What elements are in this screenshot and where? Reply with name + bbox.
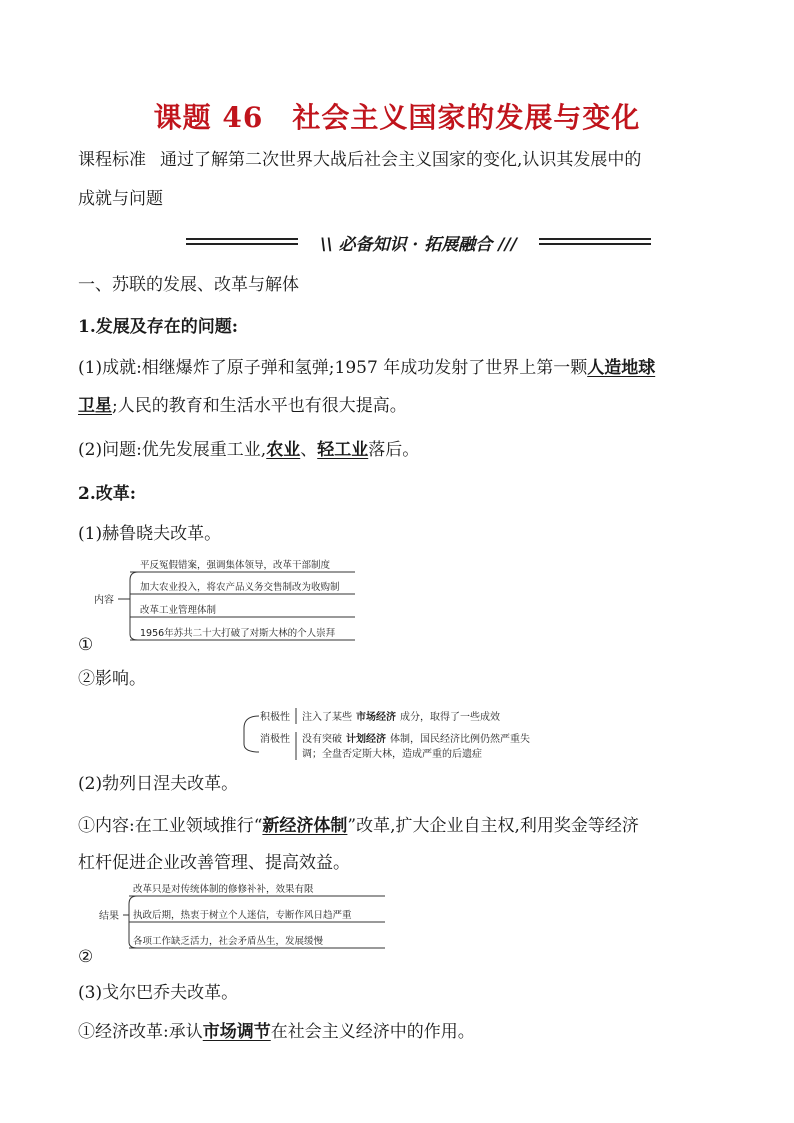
text-span: 在社会主义经济中的作用。 xyxy=(270,1022,475,1042)
key-term: 新经济体制 xyxy=(262,816,348,836)
diagram-item: 改革只是对传统体制的修修补补，效果有限 xyxy=(133,884,314,895)
diagram-item: 加大农业投入，将农产品义务交售制改为收购制 xyxy=(140,582,340,593)
diagram-impact xyxy=(240,700,560,768)
standard-text: 通过了解第二次世界大战后社会主义国家的变化,认识其发展中的 xyxy=(160,150,642,170)
subheading-brezhnev: (2)勃列日涅夫改革。 xyxy=(78,774,239,794)
banner-text: \\ 必备知识 · 拓展融合 /// xyxy=(320,235,517,255)
key-term: 计划经济 xyxy=(346,734,386,745)
positive-label: 积极性 xyxy=(260,712,290,723)
diagram-root-label: 内容 xyxy=(94,595,114,606)
diagram-khrushchev-content xyxy=(90,550,380,650)
paragraph-problems xyxy=(78,437,419,463)
key-term: 市场经济 xyxy=(356,712,396,723)
subheading-impact: ②影响。 xyxy=(78,669,146,689)
section-heading: 一、苏联的发展、改革与解体 xyxy=(78,275,299,295)
negative-text-line1 xyxy=(302,732,530,745)
negative-text-line2: 调；全盘否定斯大林，造成严重的后遗症 xyxy=(302,749,482,760)
key-term: 人造地球 xyxy=(587,358,656,378)
circle-marker-1: ① xyxy=(78,635,94,655)
diagram-item: 改革工业管理体制 xyxy=(140,605,217,616)
standard-label: 课程标准 xyxy=(78,150,146,170)
diagram-item: 各项工作缺乏活力，社会矛盾丛生，发展缓慢 xyxy=(133,936,324,947)
positive-text xyxy=(302,710,500,723)
text-span: 体制，国民经济比例仍然严重失 xyxy=(390,734,530,745)
text-span: 落后。 xyxy=(368,440,420,460)
circle-marker-2: ② xyxy=(78,947,94,967)
diagram-root-label: 结果 xyxy=(99,911,119,922)
diagram-item: 执政后期，热衷于树立个人迷信，专断作风日趋严重 xyxy=(133,910,352,921)
diagram-item: 平反冤假错案，强调集体领导，改革干部制度 xyxy=(140,560,331,571)
paragraph-achievements-line2 xyxy=(78,393,407,419)
text-span: (1)成就:相继爆炸了原子弹和氢弹;1957 年成功发射了世界上第一颗 xyxy=(78,358,588,378)
paragraph-achievements xyxy=(78,355,655,381)
text-span: ;人民的教育和生活水平也有很大提高。 xyxy=(112,396,407,416)
text-span: ①内容:在工业领域推行“ xyxy=(78,816,263,836)
text-span: 没有突破 xyxy=(302,734,342,745)
curriculum-standard xyxy=(78,147,641,173)
diagram-item: 1956年苏共二十大打破了对斯大林的个人崇拜 xyxy=(140,628,336,639)
diagram-bracket xyxy=(244,716,259,752)
key-term: 卫星 xyxy=(78,396,112,416)
subheading-khrushchev: (1)赫鲁晓夫改革。 xyxy=(78,524,222,544)
key-term: 轻工业 xyxy=(317,440,369,460)
diagram-bracket xyxy=(130,572,138,640)
text-span: 、 xyxy=(300,440,318,460)
text-span: ”改革,扩大企业自主权,利用奖金等经济 xyxy=(347,816,639,836)
text-span: (2)问题:优先发展重工业, xyxy=(78,440,267,460)
key-term: 农业 xyxy=(266,440,301,460)
diagram-brezhnev-result xyxy=(95,882,405,956)
text-span: ①经济改革:承认 xyxy=(78,1022,203,1042)
section-banner xyxy=(186,230,651,254)
heading-reform: 2.改革: xyxy=(78,484,137,504)
paragraph-brezhnev-content-line2: 杠杆促进企业改善管理、提高效益。 xyxy=(78,853,350,873)
text-span: 注入了某些 xyxy=(302,712,352,723)
page-title: 课题 46 社会主义国家的发展与变化 xyxy=(153,101,641,134)
paragraph-brezhnev-content xyxy=(78,813,639,839)
paragraph-economic-reform xyxy=(78,1019,475,1045)
heading-problems: 1.发展及存在的问题: xyxy=(78,317,239,337)
negative-label: 消极性 xyxy=(260,734,290,745)
subheading-gorbachev: (3)戈尔巴乔夫改革。 xyxy=(78,983,239,1003)
standard-text-line2: 成就与问题 xyxy=(78,189,163,209)
text-span: 成分，取得了一些成效 xyxy=(400,712,500,723)
key-term: 市场调节 xyxy=(202,1022,271,1042)
